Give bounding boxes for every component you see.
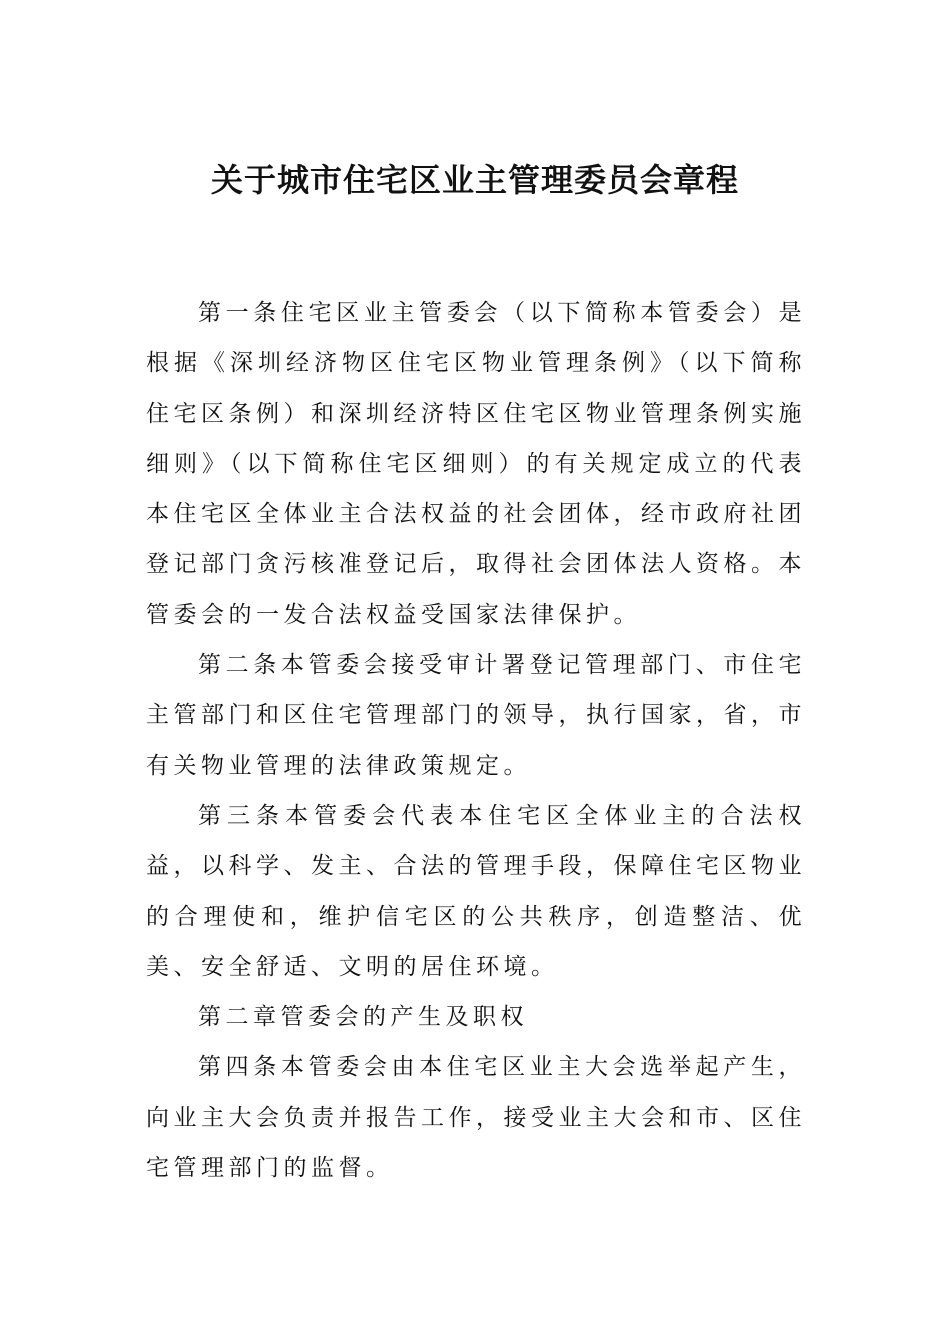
- article-3-paragraph: 第三条本管委会代表本住宅区全体业主的合法权益，以科学、发主、合法的管理手段，保障住宅区物业的合理使和，维护信宅区的公共秩序，创造整洁、优美、安全舒适、文明的居住环境。: [146, 802, 806, 980]
- article-2-paragraph: 第二条本管委会接受审计署登记管理部门、市住宅主管部门和区住宅管理部门的领导，执行国家，省，市有关物业管理的法律政策规定。: [146, 652, 806, 779]
- article-1-paragraph: 第一条住宅区业主管委会（以下简称本管委会）是根据《深圳经济物区住宅区物业管理条例》（以下简称住宅区条例）和深圳经济特区住宅区物业管理条例实施细则》（以下简称住宅区细则）的有关规定成立的代表本住宅区全体业主合法权益的社会团体，经市政府社团登记部门贪污核准登记后，取得社会团体法人资格。本管委会的一发合法权益受国家法律保护。: [146, 300, 806, 628]
- document-body: [146, 288, 806, 1193]
- chapter-2-heading: 第二章管委会的产生及职权: [198, 1004, 528, 1031]
- document-title: 关于城市住宅区业主管理委员会章程: [210, 161, 739, 199]
- article-4-paragraph: 第四条本管委会由本住宅区业主大会选举起产生，向业主大会负责并报告工作，接受业主大会和市、区住宅管理部门的监督。: [146, 1054, 806, 1182]
